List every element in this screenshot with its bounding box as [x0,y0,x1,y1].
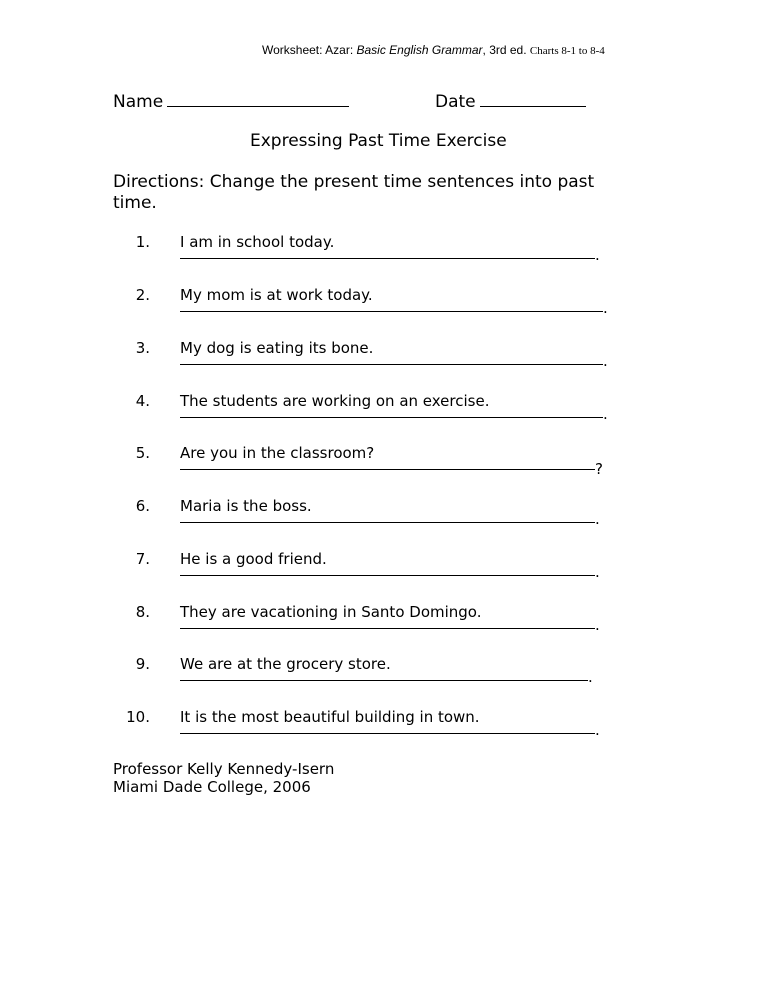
list-item [0,286,768,336]
answer-punctuation: . [595,616,600,634]
worksheet-header [262,43,605,57]
date-blank[interactable] [480,90,586,107]
item-sentence: My mom is at work today. [180,286,373,304]
answer-punctuation: . [603,405,608,423]
directions: Directions: Change the present time sentences into past time. [113,172,595,213]
item-number: 10. [126,708,150,726]
header-charts: Charts 8-1 to 8-4 [529,45,605,57]
item-number: 8. [135,603,150,621]
item-number: 6. [135,497,150,515]
answer-punctuation: . [595,563,600,581]
item-sentence: The students are working on an exercise. [180,392,490,410]
list-item [0,392,768,442]
item-sentence: I am in school today. [180,233,335,251]
answer-line[interactable] [180,469,595,470]
answer-line[interactable] [180,417,603,418]
item-number: 9. [135,655,150,673]
header-book-title: Basic English Grammar [356,43,483,57]
name-field [113,90,349,112]
item-sentence: We are at the grocery store. [180,655,391,673]
item-number: 1. [135,233,150,251]
list-item [0,550,768,600]
list-item [0,497,768,547]
item-number: 5. [135,444,150,462]
footer [113,760,334,796]
list-item [0,233,768,283]
answer-line[interactable] [180,311,603,312]
answer-punctuation: . [595,246,600,264]
list-item [0,603,768,653]
item-sentence: They are vacationing in Santo Domingo. [180,603,482,621]
answer-punctuation: . [595,510,600,528]
list-item [0,708,768,758]
date-label: Date [435,92,476,112]
item-number: 3. [135,339,150,357]
page-title: Expressing Past Time Exercise [250,131,507,151]
footer-author: Professor Kelly Kennedy-Isern [113,760,335,778]
item-sentence: He is a good friend. [180,550,327,568]
name-label: Name [113,92,164,112]
item-sentence: My dog is eating its bone. [180,339,374,357]
item-number: 7. [135,550,150,568]
header-edition: , 3rd ed. [482,43,530,57]
answer-punctuation: . [603,299,608,317]
item-number: 2. [135,286,150,304]
answer-line[interactable] [180,575,595,576]
header-prefix: Worksheet: Azar: [262,43,357,57]
footer-institution: Miami Dade College, 2006 [113,778,311,796]
list-item [0,444,768,494]
item-sentence: It is the most beautiful building in town. [180,708,480,726]
answer-punctuation: ? [595,460,603,478]
answer-line[interactable] [180,258,595,259]
item-number: 4. [135,392,150,410]
answer-line[interactable] [180,628,595,629]
answer-punctuation: . [603,352,608,370]
item-sentence: Are you in the classroom? [180,444,375,462]
answer-line[interactable] [180,680,588,681]
item-sentence: Maria is the boss. [180,497,312,515]
name-blank[interactable] [167,90,349,107]
date-field [435,90,586,112]
answer-line[interactable] [180,522,595,523]
answer-line[interactable] [180,733,595,734]
list-item [0,655,768,705]
answer-line[interactable] [180,364,603,365]
answer-punctuation: . [595,721,600,739]
list-item [0,339,768,389]
answer-punctuation: . [588,668,593,686]
